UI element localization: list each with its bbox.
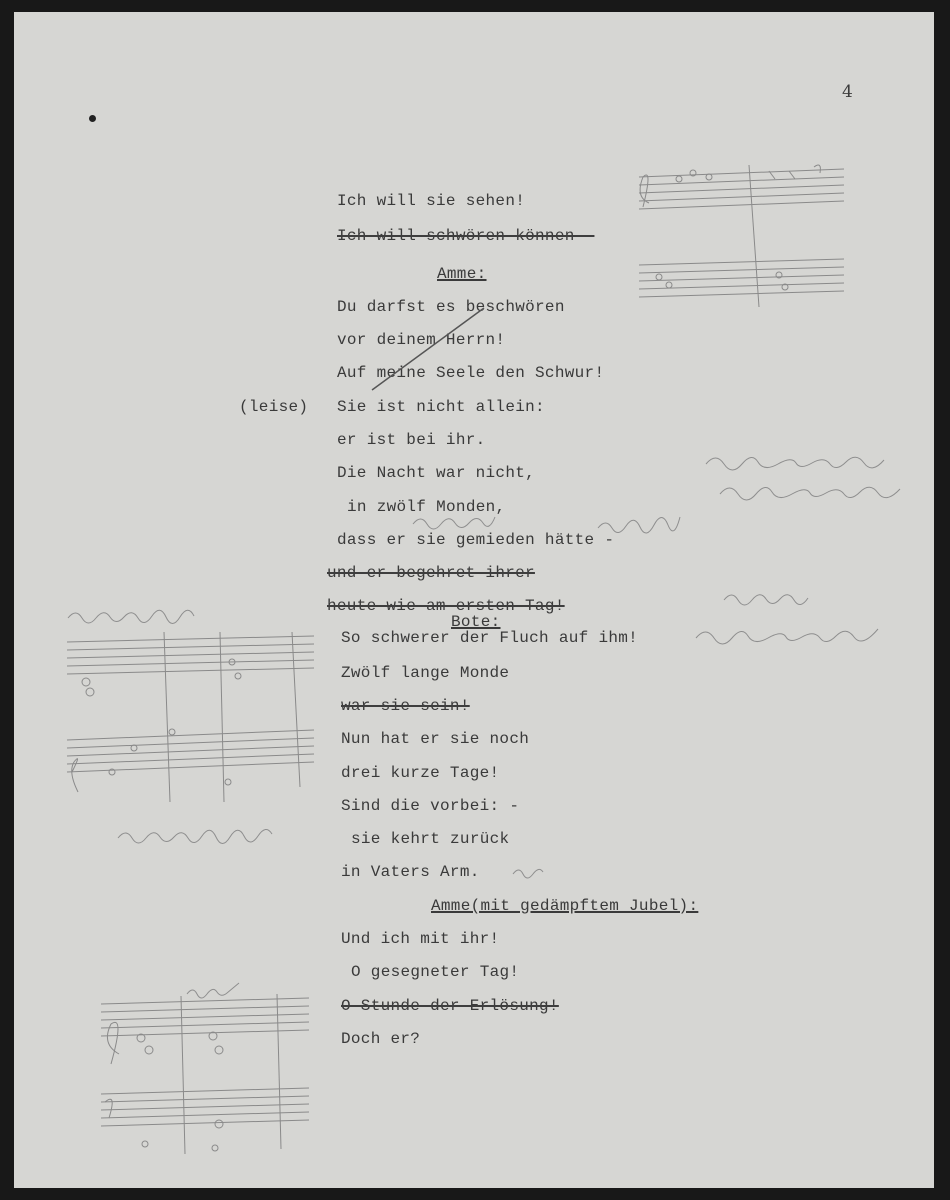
speaker-heading: Amme: <box>437 265 487 283</box>
text-line: So schwerer der Fluch auf ihm! <box>341 629 639 647</box>
music-sketch-left-bottom <box>89 984 319 1164</box>
stage-direction: (leise) <box>239 398 309 416</box>
text-line-struck: und er begehret ihrer <box>327 564 535 582</box>
text-line: Und ich mit ihr! <box>341 930 500 948</box>
page-number: 4 <box>842 82 853 102</box>
text-line: in zwölf Monden, <box>347 498 506 516</box>
text-line: dass er sie gemieden hätte - <box>337 531 615 549</box>
text-line: Nun hat er sie noch <box>341 730 530 748</box>
pencil-annotation-right <box>704 442 914 502</box>
pencil-insertion-above <box>409 510 519 530</box>
text-line-struck: O Stunde der Erlösung! <box>341 997 559 1015</box>
text-line: Sie ist nicht allein: <box>337 398 545 416</box>
text-line: Du darfst es beschwören <box>337 298 565 316</box>
text-line: Doch er? <box>341 1030 421 1048</box>
text-line-struck: heute wie am ersten Tag! <box>327 597 565 615</box>
pencil-annotation-center <box>594 502 684 542</box>
text-line: er ist bei ihr. <box>337 431 486 449</box>
text-line-struck: Ich will schwören können - <box>337 227 595 245</box>
text-line: O gesegneter Tag! <box>351 963 520 981</box>
music-sketch-left-middle <box>52 622 327 832</box>
text-line: Zwölf lange Monde <box>341 664 510 682</box>
pencil-slash-mark <box>364 302 494 397</box>
manuscript-page <box>14 12 934 1188</box>
text-line: Die Nacht war nicht, <box>337 464 536 482</box>
text-line: sie kehrt zurück <box>351 830 510 848</box>
ink-dot <box>89 115 96 122</box>
pencil-annotation-right-lower <box>694 582 914 652</box>
speaker-heading: Amme(mit gedämpftem Jubel): <box>431 897 699 915</box>
speaker-heading: Bote: <box>451 613 501 631</box>
pencil-annotation-small <box>510 862 550 882</box>
text-line: drei kurze Tage! <box>341 764 500 782</box>
text-line: Sind die vorbei: - <box>341 797 520 815</box>
text-line: Auf meine Seele den Schwur! <box>337 364 605 382</box>
text-line: in Vaters Arm. <box>341 863 480 881</box>
text-line: Ich will sie sehen! <box>337 192 526 210</box>
text-line: vor deinem Herrn! <box>337 331 506 349</box>
music-sketch-top-right <box>619 137 859 312</box>
text-line-struck: war sie sein! <box>341 697 470 715</box>
